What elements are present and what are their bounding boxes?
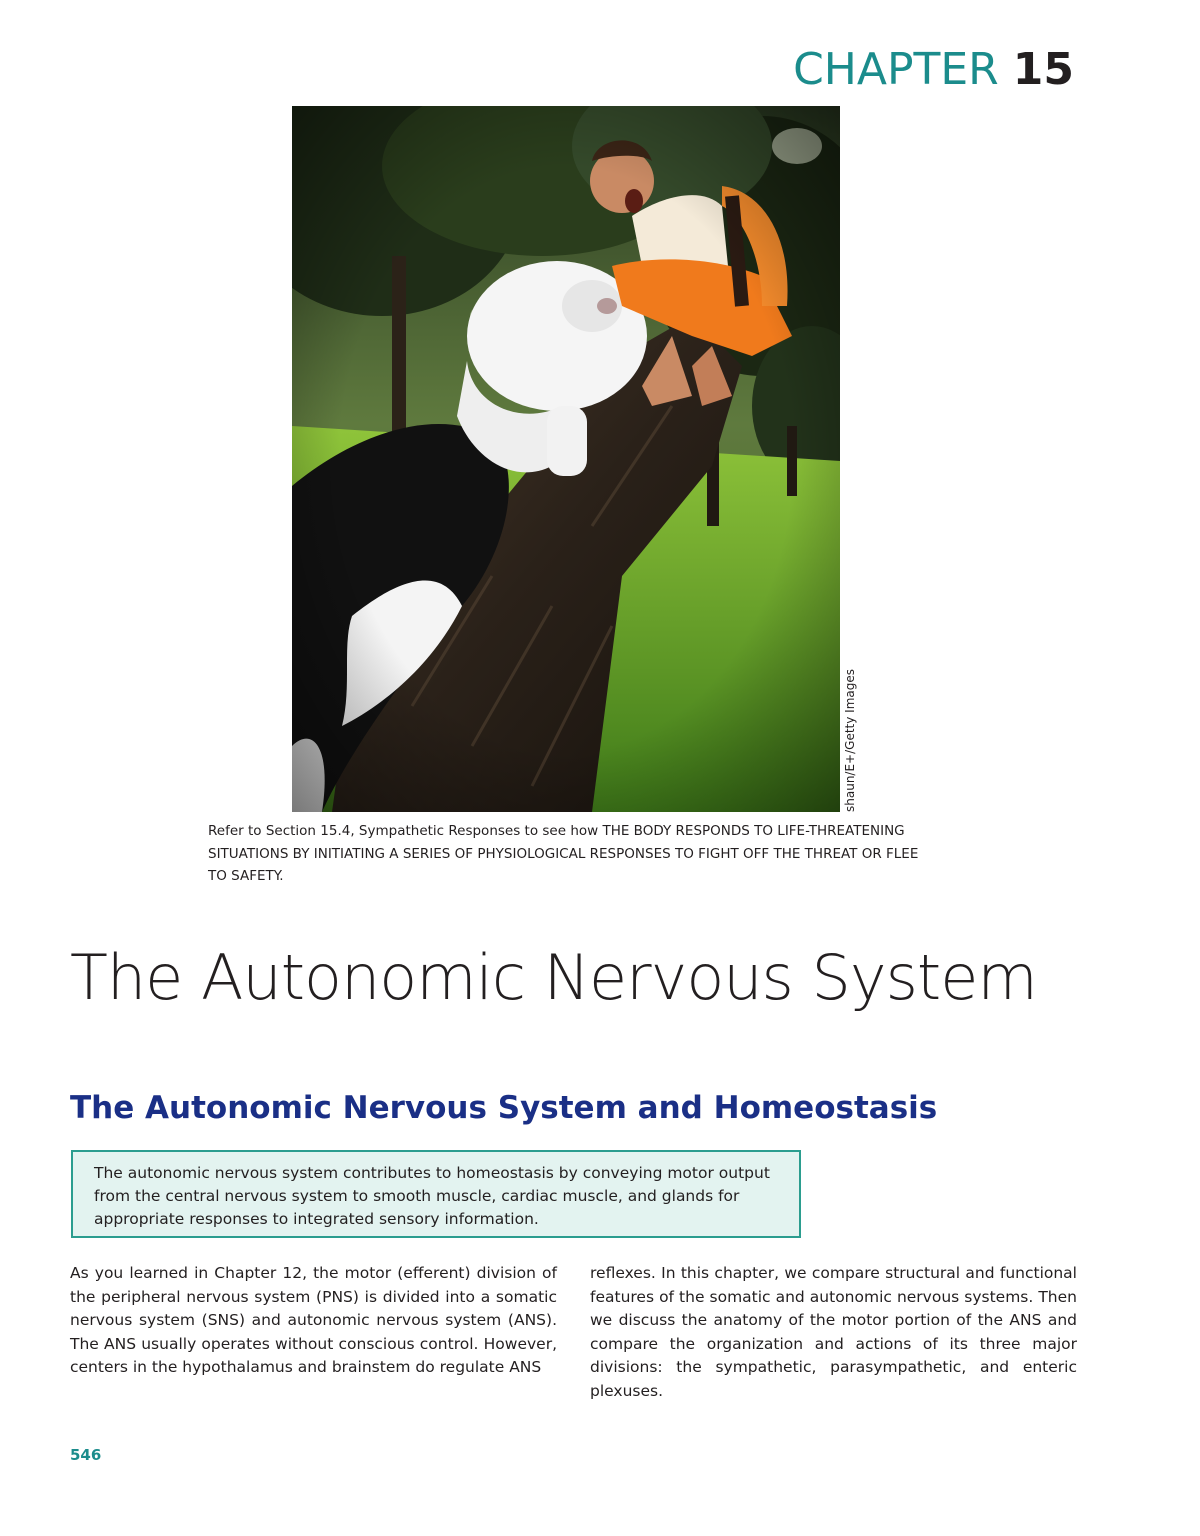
body-column-left: As you learned in Chapter 12, the motor (efferent) division of the peripheral nervous system (PNS) is divided into a somatic nervous system (SNS) and autonomic nervous system (ANS). The ANS usually operates without conscious control. However, centers in the hypothalamus and brainstem do regulate ANS: [70, 1264, 557, 1376]
chapter-word: CHAPTER: [793, 44, 999, 95]
chapter-number: 15: [1012, 44, 1074, 95]
chapter-label: [793, 44, 1074, 95]
chapter-opener-photo: [292, 106, 840, 812]
body-column-right: reflexes. In this chapter, we compare structural and functional features of the somatic and autonomic nervous systems. Then we discuss the anatomy of the motor portion of the ANS and compare the organization and actions of its three major divisions: the sympathetic, parasympathetic, and enteric plexuses.: [590, 1264, 1077, 1400]
section-heading: The Autonomic Nervous System and Homeostasis: [70, 1090, 938, 1126]
summary-box: The autonomic nervous system contributes to homeostasis by conveying motor output from the central nervous system to smooth muscle, cardiac muscle, and glands for appropriate responses to integrated sensory information.: [71, 1150, 801, 1238]
photo-caption: Refer to Section 15.4, Sympathetic Responses to see how THE BODY RESPONDS TO LIFE-THREATENING SITUATIONS BY INITIATING A SERIES OF PHYSIOLOGICAL RESPONSES TO FIGHT OFF THE THREAT OR FLEE TO SAFETY.: [208, 823, 919, 884]
page-number: 546: [70, 1446, 102, 1464]
photo-credit: shaun/E+/Getty Images: [843, 669, 857, 812]
chapter-title: The Autonomic Nervous System: [70, 941, 1037, 1014]
